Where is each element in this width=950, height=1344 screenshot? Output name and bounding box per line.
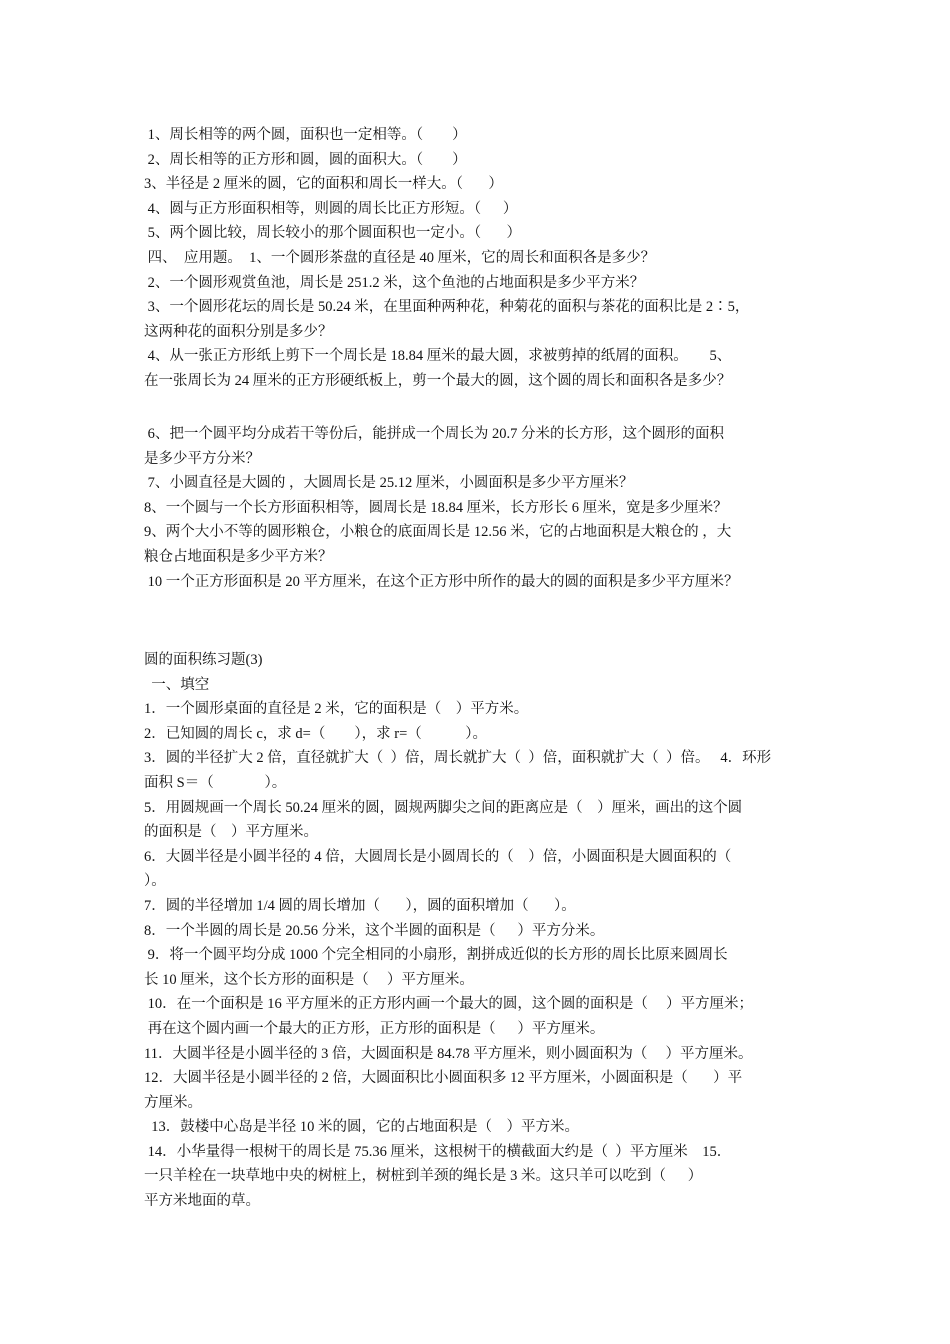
text-line: 8．一个半圆的周长是 20.56 分米，这个半圆的面积是（ ）平方分米。 (144, 922, 605, 939)
text-line: 1．一个圆形桌面的直径是 2 米，它的面积是（ ）平方米。 (144, 701, 529, 718)
text-line: 12．大圆半径是小圆半径的 2 倍，大圆面积比小圆面积多 12 平方厘米，小圆面积是（ ）平 (144, 1070, 743, 1087)
text-line: 的面积是（ ）平方厘米。 (144, 824, 318, 841)
text-line: 10．在一个面积是 16 平方厘米的正方形内画一个最大的圆，这个圆的面积是（ ）平方厘米； (144, 996, 753, 1013)
text-line: 4、圆与正方形面积相等，则圆的周长比正方形短。（ ） (144, 200, 518, 217)
text-line: 14．小华量得一根树干的周长是 75.36 厘米，这根树干的横截面大约是（ ）平方厘米 15． (144, 1143, 732, 1160)
text-line: 2、一个圆形观赏鱼池，周长是 251.2 米，这个鱼池的占地面积是多少平方米？ (144, 274, 645, 291)
text-line: 粮仓占地面积是多少平方米？ (144, 548, 333, 565)
text-line: 3、一个圆形花坛的周长是 50.24 米，在里面种两种花，种菊花的面积与茶花的面积比是 2∶5， (144, 299, 750, 316)
text-line: ）。 (144, 873, 166, 890)
text-line: 这两种花的面积分别是多少？ (144, 323, 333, 340)
text-line: 2．已知圆的周长 c，求 d=（ ），求 r=（ ）。 (144, 725, 487, 742)
section-title: 圆的面积练习题(3) (144, 652, 263, 668)
text-line: 5．用圆规画一个周长 50.24 厘米的圆，圆规两脚尖之间的距离应是（ ）厘米，画出的这个圆 (144, 799, 743, 816)
text-line: 7．圆的半径增加 1/4 圆的周长增加（ ），圆的面积增加（ ）。 (144, 897, 576, 914)
text-line: 1、周长相等的两个圆，面积也一定相等。（ ） (144, 127, 467, 143)
text-line: 一只羊栓在一块草地中央的树桩上，树桩到羊颈的绳长是 3 米。这只羊可以吃到（ ） (144, 1168, 703, 1185)
text-line: 11．大圆半径是小圆半径的 3 倍，大圆面积是 84.78 平方厘米，则小圆面积为（ ）平方厘米。 (144, 1045, 753, 1062)
text-line: 方厘米。 (144, 1094, 202, 1111)
text-line: 8、一个圆与一个长方形面积相等，圆周长是 18.84 厘米，长方形长 6 厘米，宽是多少厘米？ (144, 499, 728, 516)
text-line: 四、 应用题。 1、一个圆形茶盘的直径是 40 厘米，它的周长和面积各是多少？ (144, 249, 656, 266)
text-line: 6．大圆半径是小圆半径的 4 倍，大圆周长是小圆周长的（ ）倍，小圆面积是大圆面积的（ (144, 848, 732, 865)
judgement-and-problems-section (144, 123, 824, 394)
text-line: 4、从一张正方形纸上剪下一个周长是 18.84 厘米的最大圆，求被剪掉的纸屑的面积。 5、 (144, 348, 732, 365)
text-line: 2、周长相等的正方形和圆，圆的面积大。（ ） (144, 151, 467, 168)
text-line: 9．将一个圆平均分成 1000 个完全相同的小扇形，割拼成近似的长方形的周长比原来圆周长 (144, 947, 728, 964)
text-line: 平方米地面的草。 (144, 1193, 260, 1210)
text-line: 13．鼓楼中心岛是半径 10 米的圆，它的占地面积是（ ）平方米。 (144, 1119, 579, 1136)
text-line: 再在这个圆内画一个最大的正方形，正方形的面积是（ ）平方厘米。 (144, 1020, 605, 1037)
text-line: 9、两个大小不等的圆形粮仓，小粮仓的底面周长是 12.56 米，它的占地面积是大粮仓的 ，大 (144, 524, 732, 541)
text-line: 6、把一个圆平均分成若干等份后，能拼成一个周长为 20.7 分米的长方形，这个圆形的面积 (144, 426, 724, 442)
word-problems-section (144, 422, 824, 594)
text-line: 3、半径是 2 厘米的圆，它的面积和周长一样大。（ ） (144, 176, 503, 193)
text-line: 7、小圆直径是大圆的 ，大圆周长是 25.12 厘米，小圆面积是多少平方厘米？ (144, 475, 634, 492)
text-line: 5、两个圆比较，周长较小的那个圆面积也一定小。（ ） (144, 225, 521, 242)
text-line: 是多少平方分米？ (144, 450, 260, 467)
section-subtitle: 一、填空 (144, 676, 210, 693)
exercise-3-section (144, 648, 824, 1214)
text-line: 长 10 厘米，这个长方形的面积是（ ）平方厘米。 (144, 971, 474, 988)
text-line: 3．圆的半径扩大 2 倍，直径就扩大（ ）倍，周长就扩大（ ）倍，面积就扩大（ ）倍。 4．环形 (144, 750, 772, 767)
text-line: 10 一个正方形面积是 20 平方厘米，在这个正方形中所作的最大的圆的面积是多少平方厘米？ (144, 573, 739, 590)
text-line: 在一张周长为 24 厘米的正方形硬纸板上，剪一个最大的圆，这个圆的周长和面积各是多少？ (144, 372, 732, 389)
text-line: 面积 S＝（ ）。 (144, 774, 287, 791)
